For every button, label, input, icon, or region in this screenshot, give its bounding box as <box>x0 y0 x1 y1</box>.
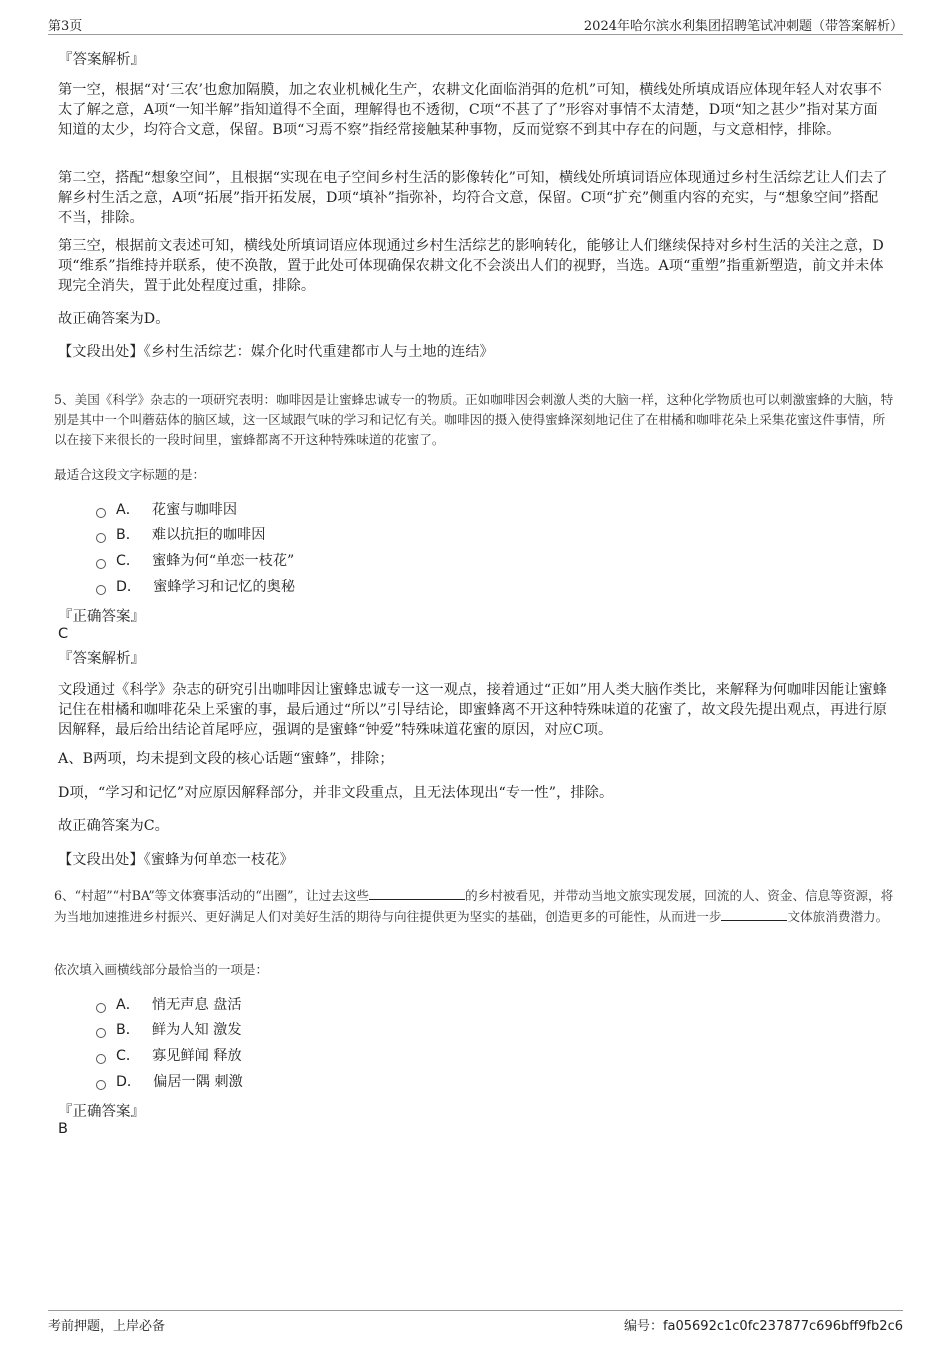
q6-prompt: 依次填入画横线部分最恰当的一项是： <box>54 962 269 977</box>
radio-icon[interactable] <box>96 1028 106 1038</box>
radio-icon[interactable] <box>96 1003 106 1013</box>
q5-option-d[interactable]: D． 蜜蜂学习和记忆的奥秘 <box>96 577 295 597</box>
blank-2 <box>721 906 787 921</box>
q4-analysis-para3: 第三空，根据前文表述可知，横线处所填词语应体现通过乡村生活综艺的影响转化，能够让人们继续保持对乡村生活的关注之意，D项“维系”指维持并联系，使不涣散，置于此处可体现确保农耕文化不会淡出人们的视野，当选。A项“重塑”指重新塑造，前文并未体现完全消失，置于此处程度过重，排除。 <box>58 238 884 294</box>
q5-answer: C <box>58 626 69 642</box>
q5-stem: 5、美国《科学》杂志的一项研究表明：咖啡因是让蜜蜂忠诚专一的物质。正如咖啡因会刺激人类的大脑一样，这种化学物质也可以刺激蜜蜂的大脑，特别是其中一个叫蘑菇体的脑区域，这一区域跟气味的学习和记忆有关。咖啡因的摄入使得蜜蜂深刻地记住了在柑橘和咖啡花朵上采集花蜜这件事情，所以在接下来很长的一段时间里，蜜蜂都离不开这种特殊味道的花蜜了。 <box>54 392 894 447</box>
q4-analysis-para2: 第二空，搭配“想象空间”，且根据“实现在电子空间乡村生活的影像转化”可知，横线处所填词语应体现通过乡村生活综艺让人们去了解乡村生活之意，A项“拓展”指开拓发展，D项“填补”指弥补，均符合文意，保留。C项“扩充”侧重内容的充实，与“想象空间”搭配不当，排除。 <box>58 170 888 226</box>
q5-option-b[interactable]: B． 难以抗拒的咖啡因 <box>96 525 265 545</box>
radio-icon[interactable] <box>96 559 106 569</box>
page-footer <box>48 1310 903 1335</box>
blank-1 <box>369 885 465 900</box>
page-number: 第3页 <box>48 19 83 34</box>
q6-answer: B <box>58 1121 68 1137</box>
document-code: 编号：fa05692c1c0fc237877c696bff9fb2c6 <box>623 1319 903 1334</box>
radio-icon[interactable] <box>96 1054 106 1064</box>
q5-option-a[interactable]: A． 花蜜与咖啡因 <box>96 500 237 520</box>
q5-analysis-para3: D项，“学习和记忆”对应原因解释部分，并非文段重点，且无法体现出“专一性”，排除。 <box>58 785 614 801</box>
q6-stem: 6、“村超”“村BA”等文体赛事活动的“出圈”，让过去这些 的乡村被看见，并带动当地文旅实现发展，回流的人、资金、信息等资源，将为当地加速推进乡村振兴、更好满足人们对美好生活的期待与向往提供更为坚实的基础，创造更多的可能性，从而进一步 文体旅消费潜力。 <box>54 885 894 927</box>
radio-icon[interactable] <box>96 508 106 518</box>
q5-prompt: 最适合这段文字标题的是： <box>54 467 206 482</box>
q5-answer-tag: 『正确答案』 <box>58 609 145 625</box>
q5-option-c[interactable]: C． 蜜蜂为何“单恋一枝花” <box>96 551 294 571</box>
q5-analysis-para1: 文段通过《科学》杂志的研究引出咖啡因让蜜蜂忠诚专一这一观点，接着通过“正如”用人类大脑作类比，来解释为何咖啡因能让蜜蜂记住在柑橘和咖啡花朵上采蜜的事，最后通过“所以”引导结论，即蜜蜂离不开这种特殊味道的花蜜了，故文段先提出观点，再进行原因解释，最后给出结论首尾呼应，强调的是蜜蜂“钟爱”特殊味道花蜜的原因，对应C项。 <box>58 682 888 738</box>
document-title: 2024年哈尔滨水利集团招聘笔试冲刺题（带答案解析） <box>583 19 903 34</box>
q6-option-d[interactable]: D． 偏居一隅 刺激 <box>96 1072 243 1092</box>
q5-analysis-tag: 『答案解析』 <box>58 651 145 667</box>
radio-icon[interactable] <box>96 533 106 543</box>
radio-icon[interactable] <box>96 585 106 595</box>
q4-analysis-tag: 『答案解析』 <box>58 52 145 68</box>
q5-analysis-para2: A、B两项，均未提到文段的核心话题“蜜蜂”，排除； <box>58 751 394 767</box>
q4-source: 【文段出处】《乡村生活综艺：媒介化时代重建都市人与土地的连结》 <box>58 344 494 360</box>
q6-option-b[interactable]: B． 鲜为人知 激发 <box>96 1020 242 1040</box>
q4-conclusion: 故正确答案为D。 <box>58 311 170 327</box>
q5-source: 【文段出处】《蜜蜂为何单恋一枝花》 <box>58 852 294 868</box>
footer-slogan: 考前押题，上岸必备 <box>48 1319 166 1334</box>
q5-conclusion: 故正确答案为C。 <box>58 818 169 834</box>
q6-answer-tag: 『正确答案』 <box>58 1104 145 1120</box>
q4-analysis-para1: 第一空，根据“对‘三农’也愈加隔膜，加之农业机械化生产，农耕文化面临消弭的危机”可知，横线处所填成语应体现年轻人对农事不太了解之意，A项“一知半解”指知道得不全面，理解得也不透彻，C项“不甚了了”形容对事情不太清楚，D项“知之甚少”指对某方面知道的太少，均符合文意，保留。B项“习焉不察”指经常接触某种事物，反而觉察不到其中存在的问题，与文意相悖，排除。 <box>58 82 883 138</box>
q6-option-a[interactable]: A． 悄无声息 盘活 <box>96 995 242 1015</box>
q6-option-c[interactable]: C． 寡见鲜闻 释放 <box>96 1046 242 1066</box>
page-header <box>48 12 903 35</box>
radio-icon[interactable] <box>96 1080 106 1090</box>
